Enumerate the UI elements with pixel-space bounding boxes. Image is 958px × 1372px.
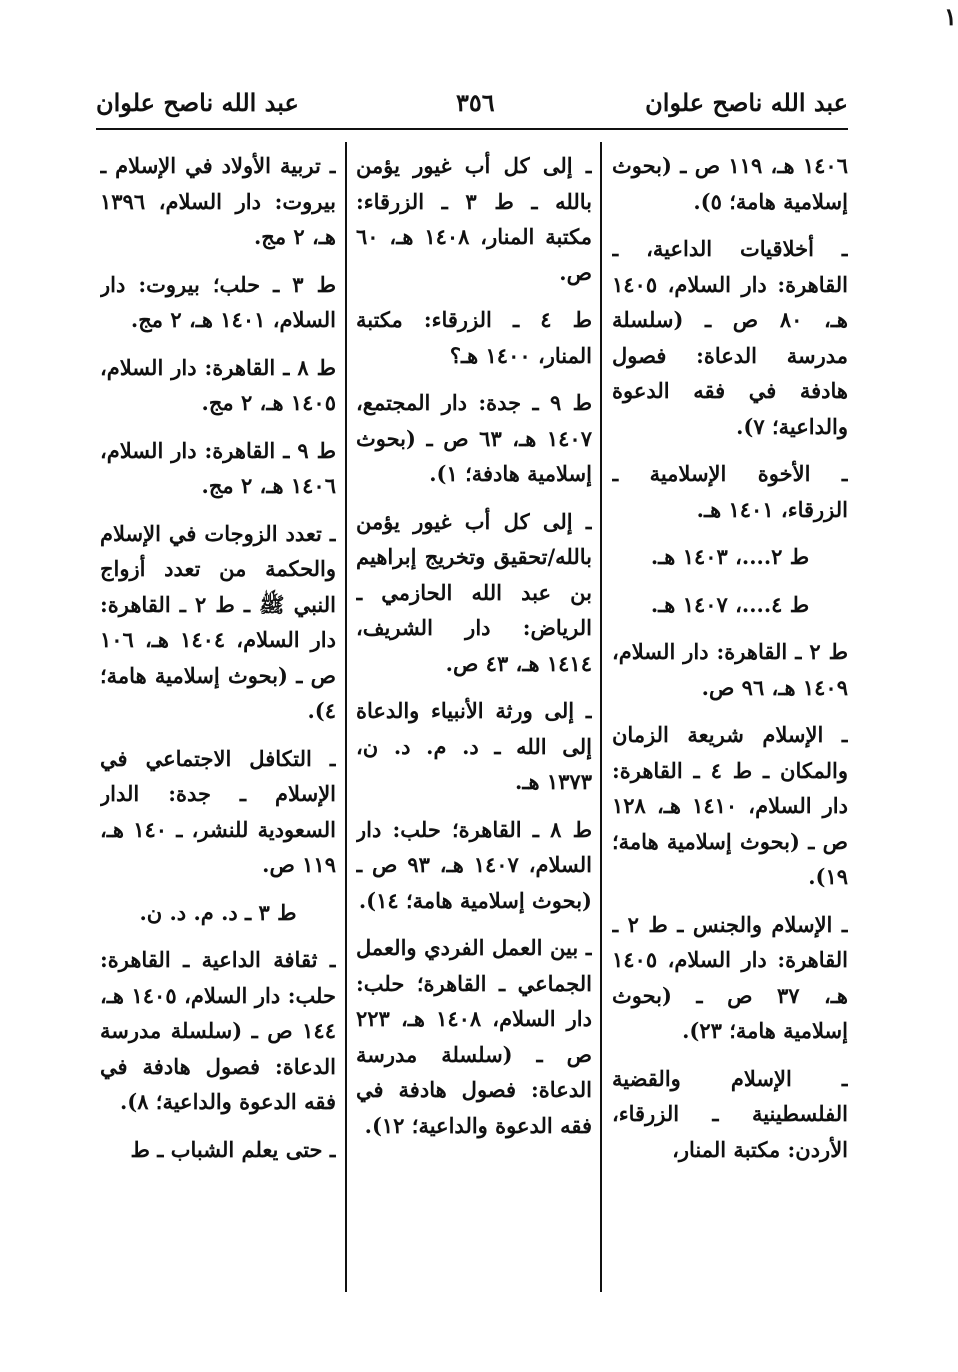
bibliography-entry: ـ أخلاقيات الداعية، ـ القاهرة: دار السلام، ١٤٠٥ هـ، ٨٠ ص ـ (سلسلة مدرسة الدعاة: فصول هادفة في فقه الدعوة والداعية؛ ٧). [612,236,848,439]
running-head-left: عبد الله ناصح علوان [96,88,299,117]
bibliography-entry: ـ إلى ورثة الأنبياء والدعاة إلى الله ـ د. م. د. ن، ١٣٧٣ هـ. [356,698,592,794]
bibliography-entry: ـ بين العمل الفردي والعمل الجماعي ـ القاهرة؛ حلب: دار السلام، ١٤٠٨ هـ، ٢٢٣ ص ـ (سلسلة مدرسة الدعاة: فصول هادفة في فقه الدعوة والداعية؛ ١٢). [356,935,592,1138]
bibliography-entry: ـ الأخوة الإسلامية ـ الزرقاء، ١٤٠١ هـ. [612,461,848,522]
bibliography-entry: ط ٣ ـ د. م. د. ن. [139,899,297,925]
bibliography-entry: ط ٤....، ١٤٠٧ هـ. [650,591,810,617]
column-right [612,148,848,1328]
bibliography-entry: ط ٤ ـ الزرقاء: مكتبة المنار، ١٤٠٠ هـ؟ [356,307,592,368]
bibliography-entry: ط ٢....، ١٤٠٣ هـ. [650,544,810,569]
bibliography-entry: ـ الإسلام والجنس ـ ط ٢ ـ القاهرة: دار السلام، ١٤٠٥ هـ، ٣٧ ص ـ (بحوث إسلامية هامة؛ ٢٣). [612,911,848,1043]
bibliography-entry: ط ٨ ـ القاهرة: دار السلام، ١٤٠٥ هـ، ٢ مج. [100,354,336,415]
column-divider [345,142,347,1292]
bibliography-entry: ط ٢ ـ القاهرة: دار السلام، ١٤٠٩ هـ، ٩٦ ص. [612,639,848,700]
running-head-right: عبد الله ناصح علوان [645,88,848,117]
page-header [96,86,848,128]
column-divider [600,142,602,1292]
bibliography-entry: ط ٩ ـ القاهرة: دار السلام، ١٤٠٦ هـ، ٢ مج. [100,437,336,498]
column-middle [356,148,592,1328]
bibliography-entry: ـ الإسلام شريعة الزمان والمكان ـ ط ٤ ـ القاهرة: دار السلام، ١٤١٠ هـ، ١٢٨ ص ـ (بحوث إسلامية هامة؛ ١٩). [612,722,848,889]
page-number: ٣٥٦ [456,88,495,117]
bibliography-entry: ط ٣ ـ حلب؛ بيروت: دار السلام، ١٤٠١ هـ، ٢ مج. [100,271,336,332]
bibliography-entry: ـ إلى كل أب غيور يؤمن بالله ـ ط ٣ ـ الزرقاء: مكتبة المنار، ١٤٠٨ هـ، ٦٠ ص. [356,153,592,285]
bibliography-entry: ـ تربية الأولاد في الإسلام ـ بيروت: دار السلام، ١٣٩٦ هـ، ٢ مج. [100,153,336,249]
bibliography-entry: ١٤٠٦ هـ، ١١٩ ص ـ (بحوث إسلامية هامة؛ ٥). [612,153,848,214]
bibliography-entry: ط ٩ ـ جدة: دار المجتمع، ١٤٠٧ هـ، ٦٣ ص ـ (بحوث إسلامية هادفة؛ ١). [356,390,592,486]
column-left [100,148,336,1328]
bibliography-entry: ـ تعدد الزوجات في الإسلام والحكمة من تعدد أزواج النبي ﷺ ـ ط ٢ ـ القاهرة: دار السلام، ١٤٠٤ هـ، ١٠٦ ص ـ (بحوث إسلامية هامة؛ ٤). [100,520,336,723]
bibliography-entry: ـ ثقافة الداعية ـ القاهرة: حلب: دار السلام، ١٤٠٥ هـ، ١٤٤ ص ـ (سلسلة مدرسة الدعاة: فصول هادفة في فقه الدعوة والداعية؛ ٨). [100,947,336,1114]
bibliography-entry: ـ إلى كل أب غيور يؤمن بالله/تحقيق وتخريج إبراهيم بن عبد الله الحازمي ـ الرياض: دار الشريف، ١٤١٤ هـ، ٤٣ ص. [356,508,592,676]
bibliography-entry: ـ حتى يعلم الشباب ـ ط [130,1136,336,1162]
header-rule [96,128,848,130]
page-corner-mark: ١ [944,2,957,31]
bibliography-entry: ط ٨ ـ القاهرة؛ حلب: دار السلام، ١٤٠٧ هـ، ٩٣ ص ـ (بحوث إسلامية هامة؛ ١٤). [356,816,592,913]
bibliography-entry: ـ التكافل الاجتماعي في الإسلام ـ جدة: الدار السعودية للنشر، ـ ١٤٠ هـ، ١١٩ ص. [100,745,336,877]
bibliography-entry: ـ الإسلام والقضية الفلسطينية ـ الزرقاء، الأردن: مكتبة المنار، [612,1065,848,1162]
